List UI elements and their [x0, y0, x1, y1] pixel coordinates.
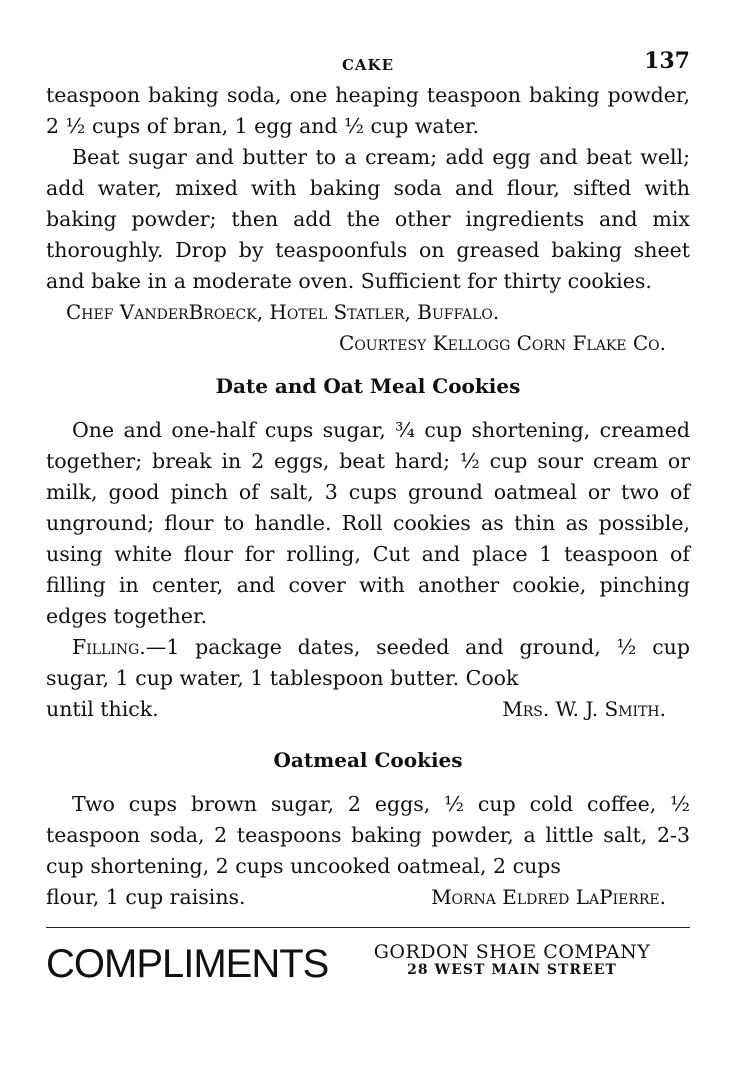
filling-text: —1 package dates, seeded and ground, ½ cup sugar, 1 cup water, 1 tablespoon butter. Cook [46, 635, 690, 690]
recipe-continuation: teaspoon baking soda, one heaping teaspoon baking powder, 2 ½ cups of bran, 1 egg and ½ cup water. [46, 83, 690, 138]
sponsor-name: GORDON SHOE COMPANY [373, 941, 651, 963]
sponsor-address: 28 WEST MAIN STREET [407, 962, 617, 978]
filling-label: Filling. [72, 635, 146, 659]
recipe-method: One and one-half cups sugar, ¾ cup shortening, creamed together; break in 2 eggs, beat hard; ½ cup sour cream or milk, good pinch of salt, 3 cups ground oatmeal or two of unground; flour to handle. Roll cookies as thin as possible, using white flour for rolling, Cut and place 1 teaspoon of filling in center, and cover with another cookie, pinching edges together. [46, 418, 690, 628]
oatmeal-cookies-recipe [46, 745, 690, 913]
bran-cookies-recipe [46, 80, 690, 359]
running-title: CAKE [341, 56, 395, 74]
recipe-credit-courtesy: Courtesy Kellogg Corn Flake Co. [339, 331, 666, 355]
book-page [46, 48, 690, 990]
filling-end: until thick. [46, 697, 159, 721]
recipe-credit-chef: Chef VanderBroeck, Hotel Statler, Buffalo. [66, 300, 500, 324]
date-oat-cookies-recipe [46, 371, 690, 725]
recipe-method: Two cups brown sugar, 2 eggs, ½ cup cold coffee, ½ teaspoon soda, 2 teaspoons baking powder, a little salt, 2-3 cup shortening, 2 cups uncooked oatmeal, 2 cups [46, 792, 690, 878]
advertisement-footer [46, 928, 690, 990]
recipe-credit-line [46, 694, 690, 725]
recipe-credit-line [46, 882, 690, 913]
recipe-credit: Mrs. W. J. Smith. [502, 697, 666, 721]
method-end: flour, 1 cup raisins. [46, 885, 246, 909]
recipe-title: Date and Oat Meal Cookies [215, 374, 521, 398]
recipe-title: Oatmeal Cookies [273, 748, 463, 772]
page-number: 137 [644, 48, 690, 74]
recipe-method: Beat sugar and butter to a cream; add egg and beat well; add water, mixed with baking soda and flour, sifted with baking powder; then add the other ingredients and mix thoroughly. Drop by teaspoonfuls on greased baking sheet and bake in a moderate oven. Sufficient for thirty cookies. [46, 145, 690, 293]
compliments-text: COMPLIMENTS [46, 942, 329, 986]
recipe-filling [46, 632, 690, 694]
sponsor-block [354, 942, 670, 978]
recipe-credit: Morna Eldred LaPierre. [431, 885, 666, 909]
page-header [46, 48, 690, 80]
